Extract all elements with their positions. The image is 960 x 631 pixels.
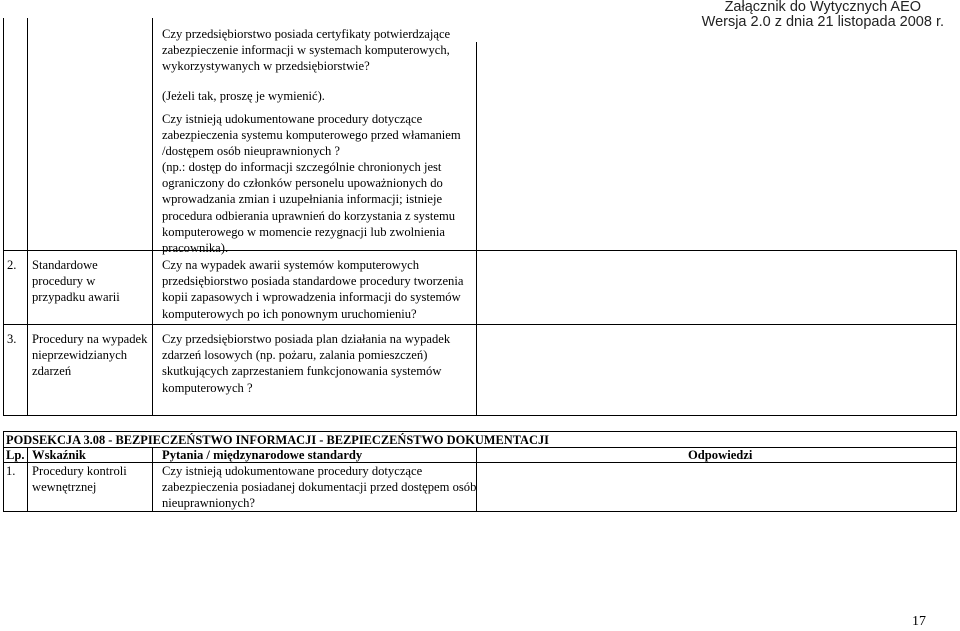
- rule: [3, 462, 957, 463]
- question-certificates-note: (Jeżeli tak, proszę je wymienić).: [162, 89, 325, 103]
- column-header-lp: Lp.: [6, 448, 25, 462]
- rule: [3, 18, 4, 250]
- column-header-answers: Odpowiedzi: [688, 448, 753, 462]
- rule: [3, 431, 4, 511]
- rule: [956, 431, 957, 511]
- row-number: 3.: [7, 332, 17, 346]
- rule: [27, 447, 28, 511]
- column-header-questions: Pytania / międzynarodowe standardy: [162, 448, 363, 462]
- rule: [3, 415, 957, 416]
- header-title: Załącznik do Wytycznych AEO: [724, 0, 922, 15]
- rule: [3, 511, 957, 512]
- page-number: 17: [912, 614, 926, 629]
- rule: [3, 250, 957, 251]
- question-access-procedures: Czy istnieją udokumentowane procedury dotyczące zabezpieczenia systemu komputerowego przed włamaniem /dostępem osób nieuprawnionych ?: [162, 112, 461, 159]
- row-question-backup: Czy na wypadek awarii systemów komputerowych przedsiębiorstwo posiada standardowe procedury tworzenia kopii zapasowych i wprowadzenia informacji do systemów komputerowych po ich ponownym uruchomieniu?: [162, 258, 464, 321]
- rule: [3, 250, 4, 415]
- question-certificates: Czy przedsiębiorstwo posiada certyfikaty potwierdzające zabezpieczenie informacji w systemach komputerowych, wykorzystywanych w przedsiębiorstwie?: [162, 27, 451, 74]
- header-version: Wersja 2.0 z dnia 21 listopada 2008 r.: [701, 14, 944, 30]
- rule: [476, 42, 477, 250]
- rule: [152, 447, 153, 511]
- rule: [476, 250, 477, 415]
- column-header-indicator: Wskaźnik: [32, 448, 86, 462]
- rule: [956, 250, 957, 415]
- row-number: 2.: [7, 258, 17, 272]
- row-label-standard-procedures: Standardowe procedury w przypadku awarii: [32, 258, 120, 305]
- rule: [152, 250, 153, 415]
- question-access-example: (np.: dostęp do informacji szczególnie chronionych jest ograniczony do członków personelu upoważnionych do wprowadzania zmian i uzupełniania informacji; istnieje procedura odbierania uprawnień do korzystania z systemu komputerowego w momencie rezygnacji lub zwolnienia pracownika).: [162, 160, 456, 256]
- row-number: 1.: [6, 464, 16, 478]
- rule: [27, 250, 28, 415]
- rule: [3, 324, 957, 325]
- row-label-incident-procedures: Procedury na wypadek nieprzewidzianych zdarzeń: [32, 332, 148, 379]
- rule: [27, 18, 28, 250]
- row-label-internal-control: Procedury kontroli wewnętrznej: [32, 464, 127, 495]
- row-question-action-plan: Czy przedsiębiorstwo posiada plan działania na wypadek zdarzeń losowych (np. pożaru, zalania pomieszczeń) skutkujących zaprzestaniem funkcjonowania systemów komputerowych ?: [162, 332, 451, 395]
- row-question-documentation-security: Czy istnieją udokumentowane procedury dotyczące zabezpieczenia posiadanej dokumentacji przed dostępem osób nieuprawnionych?: [162, 464, 477, 511]
- document-header: [702, 0, 944, 30]
- rule: [152, 18, 153, 250]
- subsection-title: PODSEKCJA 3.08 - BEZPIECZEŃSTWO INFORMACJI - BEZPIECZEŃSTWO DOKUMENTACJI: [6, 433, 549, 447]
